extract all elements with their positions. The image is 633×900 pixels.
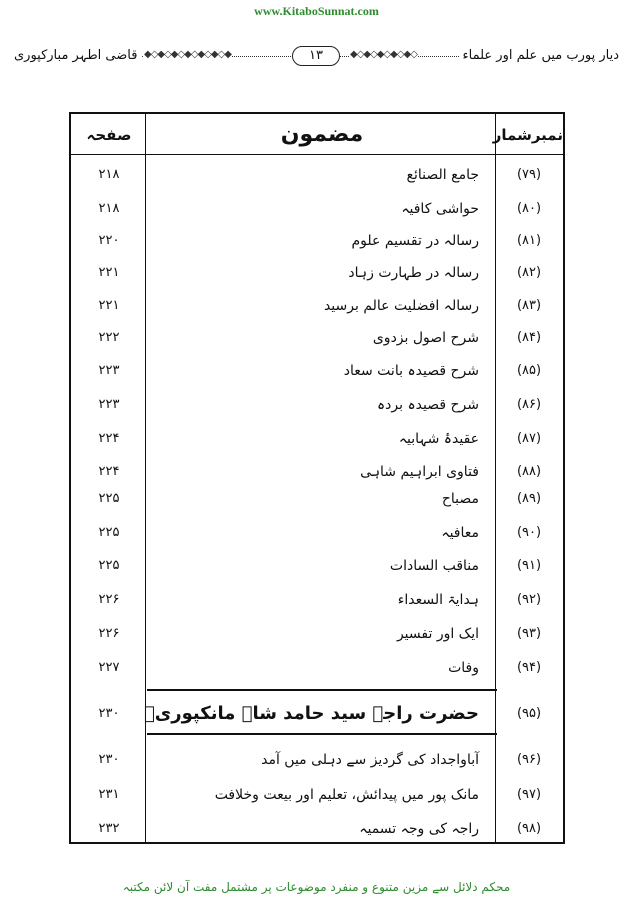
entry-number: (۹۰) [516, 525, 542, 540]
table-row [71, 619, 563, 649]
entry-page-number: ۲۲۷ [98, 660, 120, 675]
table-row [71, 780, 563, 810]
entry-page-number: ۲۲۶ [98, 626, 120, 641]
site-url[interactable]: www.KitaboSunnat.com [254, 4, 379, 18]
entry-page-number: ۲۳۰ [98, 706, 120, 721]
header-ornament: ◆◇◆◇◆◇◆◇◆◇◆◇◆ [144, 49, 231, 63]
entry-title[interactable]: آباواجداد کی گردیز سے دہلی میں آمد [261, 752, 479, 768]
entry-number: (۸۱) [516, 233, 542, 248]
page-number: ۱۳ [292, 46, 340, 66]
entry-page-number: ۲۲۲ [98, 330, 120, 345]
table-row [71, 745, 563, 775]
entry-number: (۹۴) [516, 660, 542, 675]
entry-title[interactable]: رسالہ در تقسیم علوم [351, 233, 479, 249]
section-heading-title[interactable]: حضرت راجہ سید حامد شاہ مانکپوریؒ [143, 703, 479, 724]
entry-number: (۹۱) [516, 558, 542, 573]
entry-number: (۹۳) [516, 626, 542, 641]
entry-title[interactable]: رسالہ در طہارت زہاد [348, 265, 479, 281]
table-row [71, 160, 563, 190]
entry-number: (۸۹) [516, 491, 542, 506]
entry-page-number: ۲۲۴ [98, 464, 120, 479]
table-row [71, 226, 563, 256]
entry-number: (۹۷) [516, 787, 542, 802]
entry-number: (۸۲) [516, 265, 542, 280]
entry-page-number: ۲۲۰ [98, 233, 120, 248]
entry-page-number: ۲۲۴ [98, 431, 120, 446]
entry-number: (۷۹) [516, 167, 542, 182]
running-header-title: دیار پورب میں علم اور علماء [459, 46, 619, 66]
footer-tagline: محکم دلائل سے مزین متنوع و منفرد موضوعات پر مشتمل مفت آن لائن مکتبہ [122, 880, 511, 894]
entry-page-number: ۲۲۳ [98, 363, 120, 378]
entry-page-number: ۲۲۵ [98, 491, 120, 506]
entry-title[interactable]: ایک اور تفسیر [396, 626, 479, 642]
entry-title[interactable]: رسالہ افضلیت عالم برسید [323, 298, 479, 314]
column-header-page: صفحہ [86, 126, 132, 144]
entry-title[interactable]: حواشی کافیہ [401, 201, 479, 217]
entry-page-number: ۲۲۳ [98, 397, 120, 412]
table-row [71, 390, 563, 420]
entry-number: (۹۲) [516, 592, 542, 607]
table-row [71, 518, 563, 548]
entry-page-number: ۲۲۶ [98, 592, 120, 607]
entry-page-number: ۲۲۱ [98, 298, 120, 313]
table-row [71, 585, 563, 615]
entry-page-number: ۲۳۱ [98, 787, 120, 802]
entry-page-number: ۲۲۵ [98, 525, 120, 540]
entry-title[interactable]: مانک پور میں پیدائش، تعلیم اور بیعت وخلافت [214, 787, 479, 803]
entry-number: (۸۳) [516, 298, 542, 313]
entry-number: (۹۵) [516, 706, 542, 721]
entry-title[interactable]: شرح قصیدہ بردہ [376, 397, 479, 413]
entry-page-number: ۲۲۵ [98, 558, 120, 573]
entry-number: (۸۵) [516, 363, 542, 378]
table-row [71, 258, 563, 288]
entry-number: (۹۸) [516, 821, 542, 836]
table-row [71, 484, 563, 514]
entry-title[interactable]: مصباح [441, 491, 479, 507]
entry-title[interactable]: ہدایۃ السعداء [397, 592, 479, 608]
table-row [71, 323, 563, 353]
column-header-title: مضمون [280, 122, 364, 147]
running-header-author: قاضی اطہر مبارکپوری [14, 46, 141, 66]
table-row [71, 814, 563, 844]
entry-title[interactable]: وفات [448, 660, 479, 676]
entry-page-number: ۲۲۱ [98, 265, 120, 280]
header-ornament: ◆◇◆◇◆◇◆◇◆◇ [350, 49, 417, 63]
entry-title[interactable]: راجہ کی وجہ تسمیہ [359, 821, 479, 837]
entry-number: (۸۸) [516, 464, 542, 479]
column-header-number: نمبرشمار [492, 126, 563, 144]
header-divider [71, 154, 563, 155]
entry-page-number: ۲۱۸ [98, 167, 120, 182]
section-heading-row [71, 699, 563, 729]
running-header [14, 44, 619, 70]
entry-title[interactable]: شرح قصیدہ بانت سعاد [343, 363, 479, 379]
entry-title[interactable]: معافیہ [441, 525, 479, 541]
table-row [71, 653, 563, 683]
entry-number: (۸۷) [516, 431, 542, 446]
entry-number: (۸۴) [516, 330, 542, 345]
entry-title[interactable]: مناقب السادات [389, 558, 479, 574]
table-row [71, 551, 563, 581]
entry-title[interactable]: جامع الصنائع [406, 167, 479, 183]
contents-table [69, 112, 565, 844]
entry-page-number: ۲۳۰ [98, 752, 120, 767]
table-row [71, 194, 563, 224]
table-row [71, 424, 563, 454]
entry-page-number: ۲۳۲ [98, 821, 120, 836]
entry-title[interactable]: شرح اصول بزدوی [372, 330, 479, 346]
table-row [71, 356, 563, 386]
entry-page-number: ۲۱۸ [98, 201, 120, 216]
entry-number: (۹۶) [516, 752, 542, 767]
table-row [71, 457, 563, 487]
entry-title[interactable]: عقیدۂ شہابیہ [398, 431, 479, 447]
entry-number: (۸۶) [516, 397, 542, 412]
entry-title[interactable]: فتاوی ابراہیم شاہی [360, 464, 479, 480]
table-row [71, 291, 563, 321]
entry-number: (۸۰) [516, 201, 542, 216]
